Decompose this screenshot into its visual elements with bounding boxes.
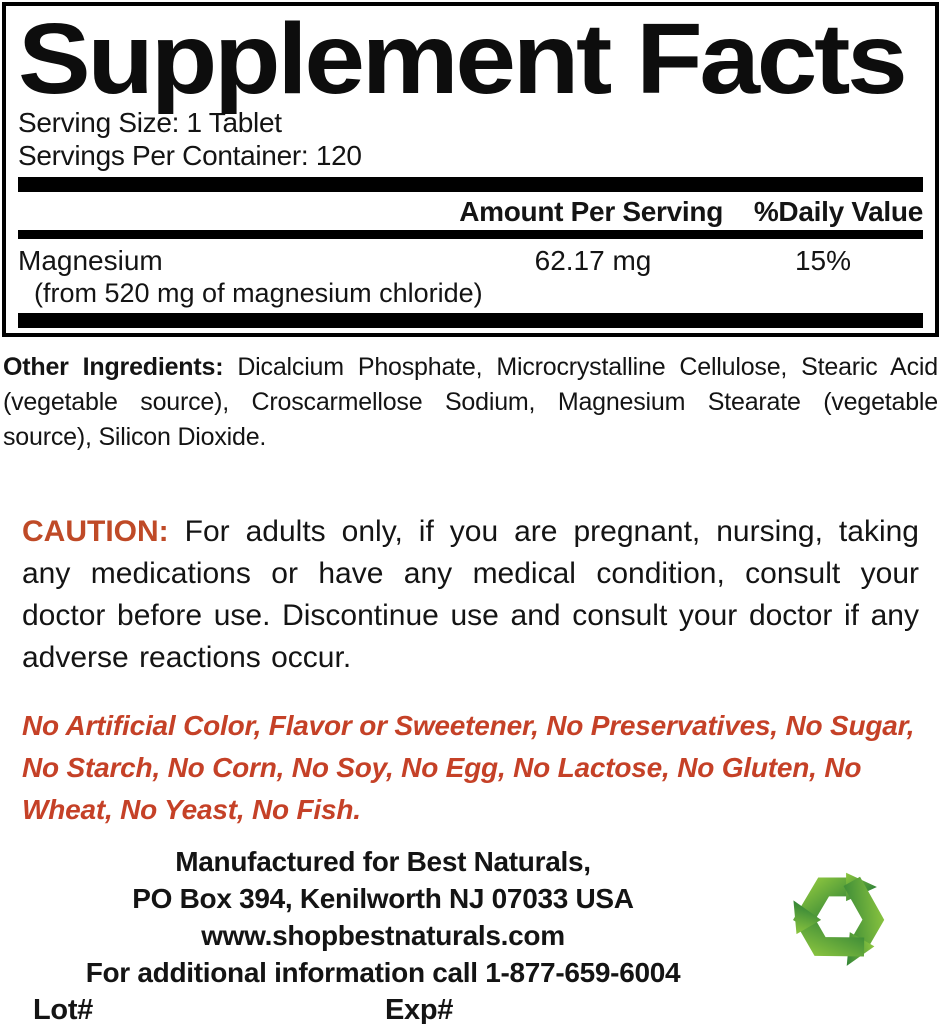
divider-thin: [18, 230, 923, 239]
caution-label: CAUTION:: [22, 515, 169, 548]
caution-paragraph: [0, 511, 941, 679]
manufacturer-line: Manufactured for Best Naturals,: [175, 846, 591, 877]
website-line: www.shopbestnaturals.com: [201, 920, 565, 951]
servings-per-container-line: Servings Per Container: 120: [18, 140, 362, 171]
other-ingredients-label: Other Ingredients:: [3, 353, 224, 381]
nutrient-daily-value: 15%: [794, 245, 852, 276]
nutrient-row: [18, 245, 923, 277]
supplement-facts-panel: [2, 2, 939, 337]
nutrient-source-note: (from 520 mg of magnesium chloride): [34, 278, 483, 308]
footer-block: [0, 843, 766, 1024]
phone-line: For additional information call 1-877-659-6004: [85, 957, 681, 988]
lot-exp-row: [0, 994, 766, 1024]
header-spacer: [18, 196, 393, 228]
other-ingredients-text: Dicalcium Phosphate, Microcrystalline Cellulose, Stearic Acid (vegetable source), Croscarmellose Sodium, Magnesium Stearate (vegetable source), Silicon Dioxide.: [3, 353, 938, 451]
nutrient-amount: 62.17 mg: [534, 245, 652, 276]
nutrient-name: Magnesium: [18, 245, 163, 276]
exp-label: Exp#: [385, 994, 454, 1024]
column-amount-per-serving: Amount Per Serving: [459, 196, 723, 227]
lot-label: Lot#: [33, 994, 94, 1024]
facts-title: Supplement Facts: [18, 3, 905, 115]
column-daily-value: %Daily Value: [753, 196, 923, 227]
facts-header-row: [18, 196, 923, 228]
claims-text: No Artificial Color, Flavor or Sweetener, No Preservatives, No Sugar, No Starch, No Corn, No Soy, No Egg, No Lactose, No Gluten, No Wheat, No Yeast, No Fish.: [22, 710, 915, 825]
serving-size-line: Serving Size: 1 Tablet: [18, 107, 282, 138]
recycle-icon: [765, 842, 913, 984]
divider-thick-top: [18, 177, 923, 192]
divider-thick-bottom: [18, 313, 923, 328]
other-ingredients-paragraph: [0, 350, 941, 455]
caution-text: For adults only, if you are pregnant, nursing, taking any medications or have any medical condition, consult your doctor before use. Discontinue use and consult your doctor if any adverse reactions occur.: [22, 515, 919, 674]
address-line: PO Box 394, Kenilworth NJ 07033 USA: [132, 883, 634, 914]
